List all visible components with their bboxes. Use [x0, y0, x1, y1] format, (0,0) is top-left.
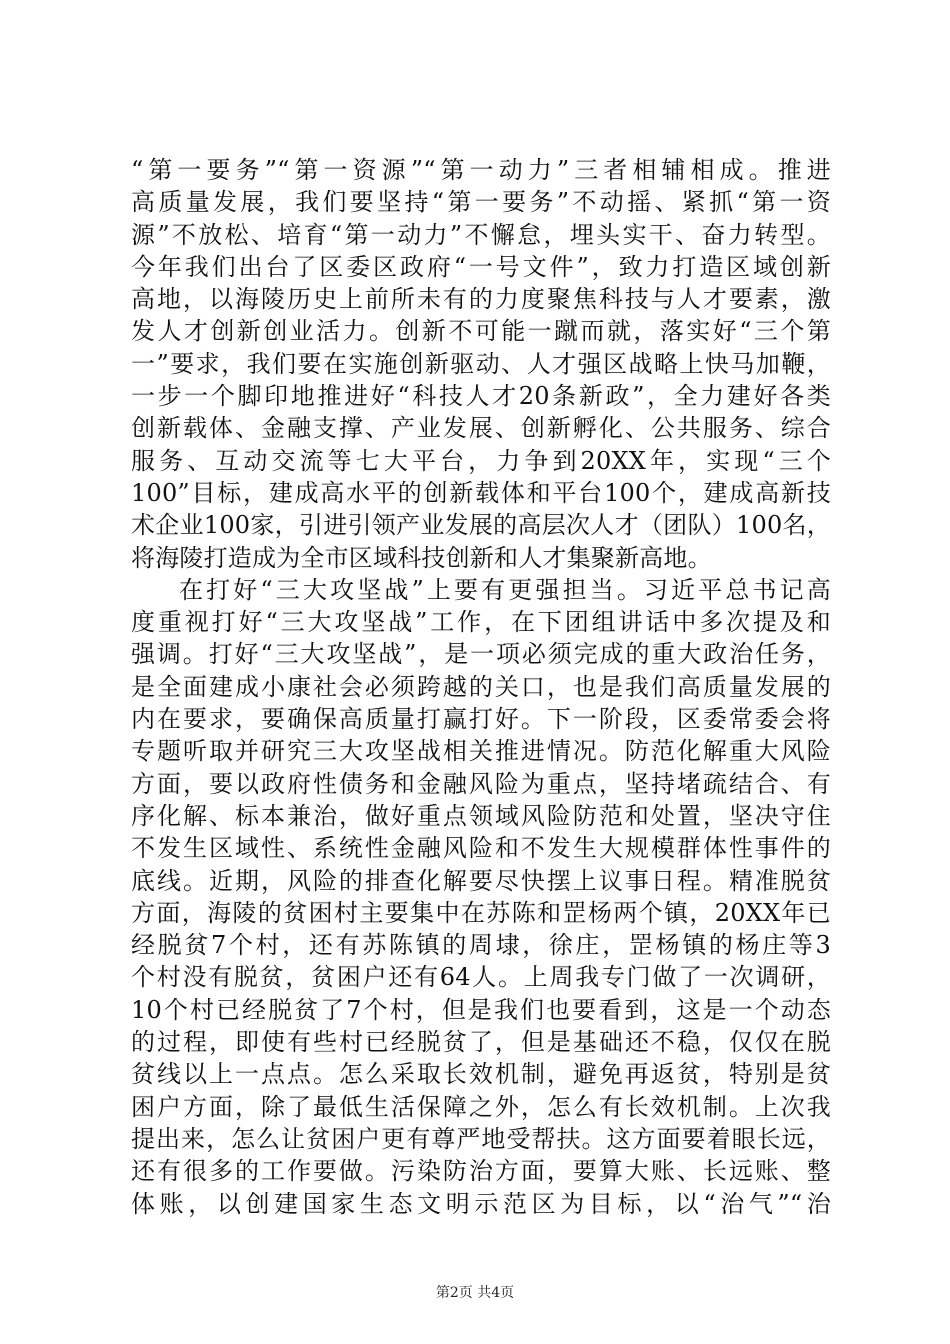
text-line: 不发生区域性、系统性金融风险和不发生大规模群体性事件的 [131, 834, 831, 863]
text-line: 高地，以海陵历史上前所未有的力度聚焦科技与人才要素，激 [131, 285, 831, 314]
text-line: 的过程，即使有些村已经脱贫了，但是基础还不稳，仅仅在脱 [131, 1028, 831, 1057]
text-line: 发人才创新创业活力。创新不可能一蹴而就，落实好“三个第 [131, 317, 831, 346]
text-line: 个村没有脱贫，贫困户还有64人。上周我专门做了一次调研， [131, 963, 831, 992]
text-line: 序化解、标本兼治，做好重点领域风险防范和处置，坚决守住 [131, 801, 831, 830]
text-line: 方面，海陵的贫困村主要集中在苏陈和罡杨两个镇，20XX年已 [131, 898, 831, 927]
text-line: 专题听取并研究三大攻坚战相关推进情况。防范化解重大风险 [131, 737, 831, 766]
text-line: 一步一个脚印地推进好“科技人才20条新政”，全力建好各类 [131, 382, 831, 411]
text-line: 还有很多的工作要做。污染防治方面，要算大账、长远账、整 [131, 1157, 831, 1186]
text-line: 源”不放松、培育“第一动力”不懈怠，埋头实干、奋力转型。 [131, 220, 831, 249]
text-line: 贫线以上一点点。怎么采取长效机制，避免再返贫，特别是贫 [131, 1060, 831, 1089]
page-footer [0, 1284, 950, 1302]
text-line: 内在要求，要确保高质量打赢打好。下一阶段，区委常委会将 [131, 705, 831, 734]
body-text [131, 154, 831, 1220]
text-line: 强调。打好“三大攻坚战”，是一项必须完成的重大政治任务， [131, 640, 831, 669]
text-line: 度重视打好“三大攻坚战”工作，在下团组讲话中多次提及和 [131, 608, 831, 637]
text-line: 一”要求，我们要在实施创新驱动、人才强区战略上快马加鞭， [131, 349, 831, 378]
text-line: 提出来，怎么让贫困户更有尊严地受帮扶。这方面要着眼长远， [131, 1124, 831, 1153]
text-line: 100”目标，建成高水平的创新载体和平台100个，建成高新技 [131, 478, 831, 507]
text-line: 经脱贫7个村，还有苏陈镇的周埭，徐庄，罡杨镇的杨庄等3 [131, 931, 831, 960]
text-line: 创新载体、金融支撑、产业发展、创新孵化、公共服务、综合 [131, 414, 831, 443]
text-line: 10个村已经脱贫了7个村，但是我们也要看到，这是一个动态 [131, 995, 831, 1024]
text-line: 底线。近期，风险的排查化解要尽快摆上议事日程。精准脱贫 [131, 866, 831, 895]
text-line: 方面，要以政府性债务和金融风险为重点，坚持堵疏结合、有 [131, 769, 831, 798]
text-line: “第一要务”“第一资源”“第一动力”三者相辅相成。推进 [131, 156, 831, 184]
text-line: 高质量发展，我们要坚持“第一要务”不动摇、紧抓“第一资 [131, 188, 831, 217]
page-number-label: 第2页 共4页 [435, 1285, 515, 1301]
paragraph-start-line: 在打好“三大攻坚战”上要有更强担当。习近平总书记高 [179, 575, 831, 604]
text-line: 困户方面，除了最低生活保障之外，怎么有长效机制。上次我 [131, 1092, 831, 1121]
text-line: 将海陵打造成为全市区域科技创新和人才集聚新高地。 [131, 543, 712, 572]
text-line: 服务、互动交流等七大平台，力争到20XX年，实现“三个 [131, 446, 831, 475]
text-line: 今年我们出台了区委区政府“一号文件”，致力打造区域创新 [131, 252, 831, 281]
text-line: 体账，以创建国家生态文明示范区为目标，以“治气”“治 [131, 1189, 831, 1218]
text-line: 是全面建成小康社会必须跨越的关口，也是我们高质量发展的 [131, 672, 831, 701]
text-line: 术企业100家，引进引领产业发展的高层次人才（团队）100名， [131, 511, 831, 540]
